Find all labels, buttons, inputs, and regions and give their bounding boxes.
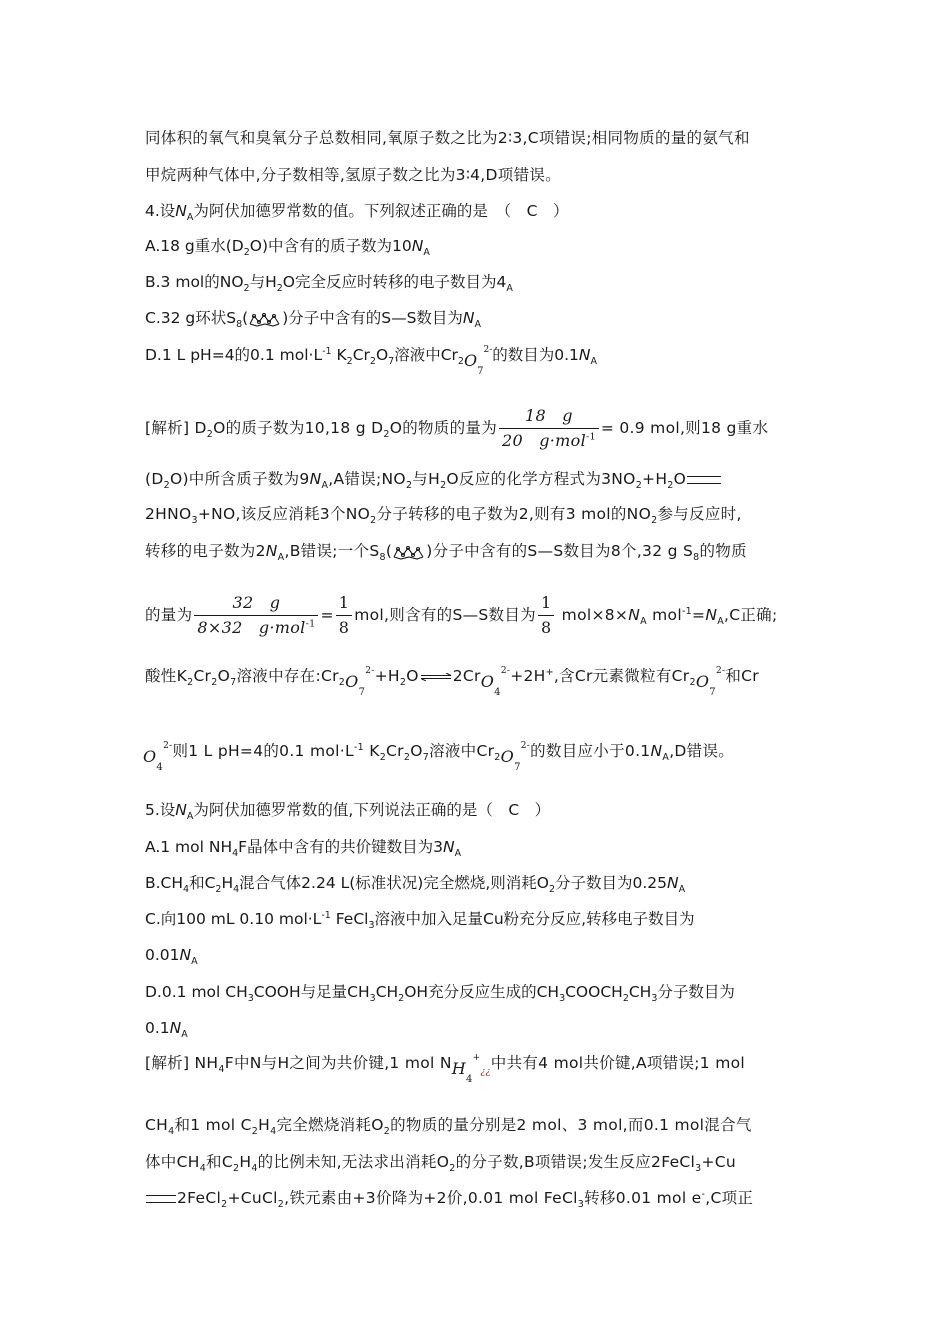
option-d-cont: $0.1N_A$ [145, 1019, 188, 1041]
analysis-line: $2HNO_3+NO$,该反应消耗3个$NO_2$分子转移的电子数为2,则有3 mol的$NO_2$参与反应时, [145, 505, 742, 527]
equals-sign-icon [687, 476, 721, 484]
analysis-line: [解析] $NH_4F$中N与H之间为共价键,1 mol $NH_4^+¿¿$中共有4 mol共价键,A项错误;1 mol [145, 1052, 745, 1086]
option-c: C.向100 mL 0.10 $mol\cdot L^{-1}$ FeCl$_3$溶液中加入足量Cu粉充分反应,转移电子数目为 [145, 909, 695, 932]
analysis-line: $(D_2O)$中所含质子数为$9N_A,A$错误$;NO_2$与$H_2O$反应的化学方程式为$3NO_2+H_2O$ [145, 468, 722, 490]
analysis-line: 2FeCl$_2$+CuCl$_2$,铁元素由+3价降为+2价,0.01 mol FeCl$_3$转移0.01 mol e-,C项正 [145, 1187, 753, 1209]
fraction: $\frac{32 g}{8\times 32 g\cdot mol^{-1}}$ [194, 593, 318, 638]
option-d: D.1 L pH=4的0.1 $mol\cdot L^{-1}$ $K_2Cr_2O_7$溶液中$Cr_2O_7^{2-}$的数目为$0.1N_A$ [145, 344, 598, 378]
s8-ring-icon [392, 544, 426, 560]
analysis-line: 的量为 $\frac{32 g}{8\times 32 g\cdot mol^{-1}}$ = $\frac{1}{8}$ mol,则含有的S—S数目为 $\frac{1}{8}$ $mol\times 8\times N_A$ $mol^{-1}=N_A,C$正确; [145, 593, 778, 637]
fraction: $\frac{1}{8}$ [336, 593, 352, 638]
analysis-line: 酸性$K_2Cr_2O_7$溶液中存在$:Cr_2O_7^{2-}+H_2O$ 2CrO$_4^{2-}$+2H+,含Cr元素微粒有$Cr_2O_7^{2-}$和Cr [145, 665, 759, 699]
text-line: 甲烷两种气体中,分子数相等,氢原子数之比为3∶4,D项错误。 [145, 166, 561, 184]
ammonium-ion: $H_4^+¿¿$ [451, 1052, 491, 1086]
chromate-ion: $O_4^{2-}$ [143, 740, 173, 774]
dichromate-ion: $O_7^{2-}$ [345, 665, 375, 699]
option-c: C.32 g环状$S_8$( )分子中含有的S—S数目为$N_A$ [145, 309, 482, 331]
option-a: A.18 g重水$(D_2O)$中含有的质子数为$10N_A$ [145, 237, 430, 259]
option-b: B.3 mol的$NO_2$与$H_2O$完全反应时转移的电子数目为$4_A$ [145, 273, 513, 295]
s8-ring-icon [248, 311, 282, 327]
chromate-ion: $O_4^{2-}$ [480, 665, 511, 699]
dichromate-ion: $O_7^{2-}$ [695, 665, 726, 699]
fraction: $\frac{18 g}{20 g\cdot mol^{-1}}$ [499, 406, 599, 451]
equals-sign-icon [146, 1195, 176, 1203]
reversible-arrow-icon [420, 673, 452, 681]
question-5-stem: 5.设$N_A$为阿伏加德罗常数的值,下列说法正确的是（ C ） [145, 801, 551, 823]
question-4-stem: 4.设$N_A$为阿伏加德罗常数的值。下列叙述正确的是 （ C ） [145, 202, 569, 224]
analysis-line: $CH_4$和1 mol $C_2H_4$完全燃烧消耗$O_2$的物质的量分别是2 mol、3 mol,而0.1 mol混合气 [145, 1116, 752, 1138]
option-c-cont: $0.01N_A$ [145, 946, 198, 968]
dichromate-ion: $O_7^{2-}$ [463, 344, 493, 378]
text-line: 同体积的氧气和臭氧分子总数相同,氧原子数之比为2∶3,C项错误;相同物质的量的氨气和 [145, 129, 750, 147]
option-a: A.1 mol $NH_4F$晶体中含有的共价键数目为$3N_A$ [145, 838, 462, 860]
analysis-line: 体中$CH_4$和$C_2H_4$的比例未知,无法求出消耗$O_2$的分子数,B项错误;发生反应2FeCl$_3$+Cu [145, 1153, 737, 1175]
analysis-line: [解析] $D_2O$的质子数为10,18 g $D_2O$的物质的量为 $\frac{18 g}{20 g\cdot mol^{-1}}$ = 0.9 mol,则18 g重水 [145, 406, 769, 450]
option-b: $B.CH_4$和$C_2H_4$混合气体2.24 L(标准状况)完全燃烧,则消耗$O_2$分子数目为$0.25N_A$ [145, 874, 686, 896]
fraction: $\frac{1}{8}$ [538, 593, 554, 638]
analysis-line: 转移的电子数为$2N_A,B$错误;一个$S_8$( )分子中含有的S—S数目为8个,32 g $S_8$的物质 [145, 542, 747, 564]
dichromate-ion: $O_7^{2-}$ [500, 740, 531, 774]
option-d: D.0.1 mol $CH_3COOH$与足量$CH_3CH_2OH$充分反应生成的$CH_3COOCH_2CH_3$分子数目为 [145, 983, 735, 1005]
analysis-line: $O_4^{2-}$则1 L pH=4的0.1 $mol\cdot L^{-1}$ $K_2Cr_2O_7$溶液中$Cr_2O_7^{2-}$的数目应小于$0.1N_A,D$错误。 [143, 740, 735, 774]
